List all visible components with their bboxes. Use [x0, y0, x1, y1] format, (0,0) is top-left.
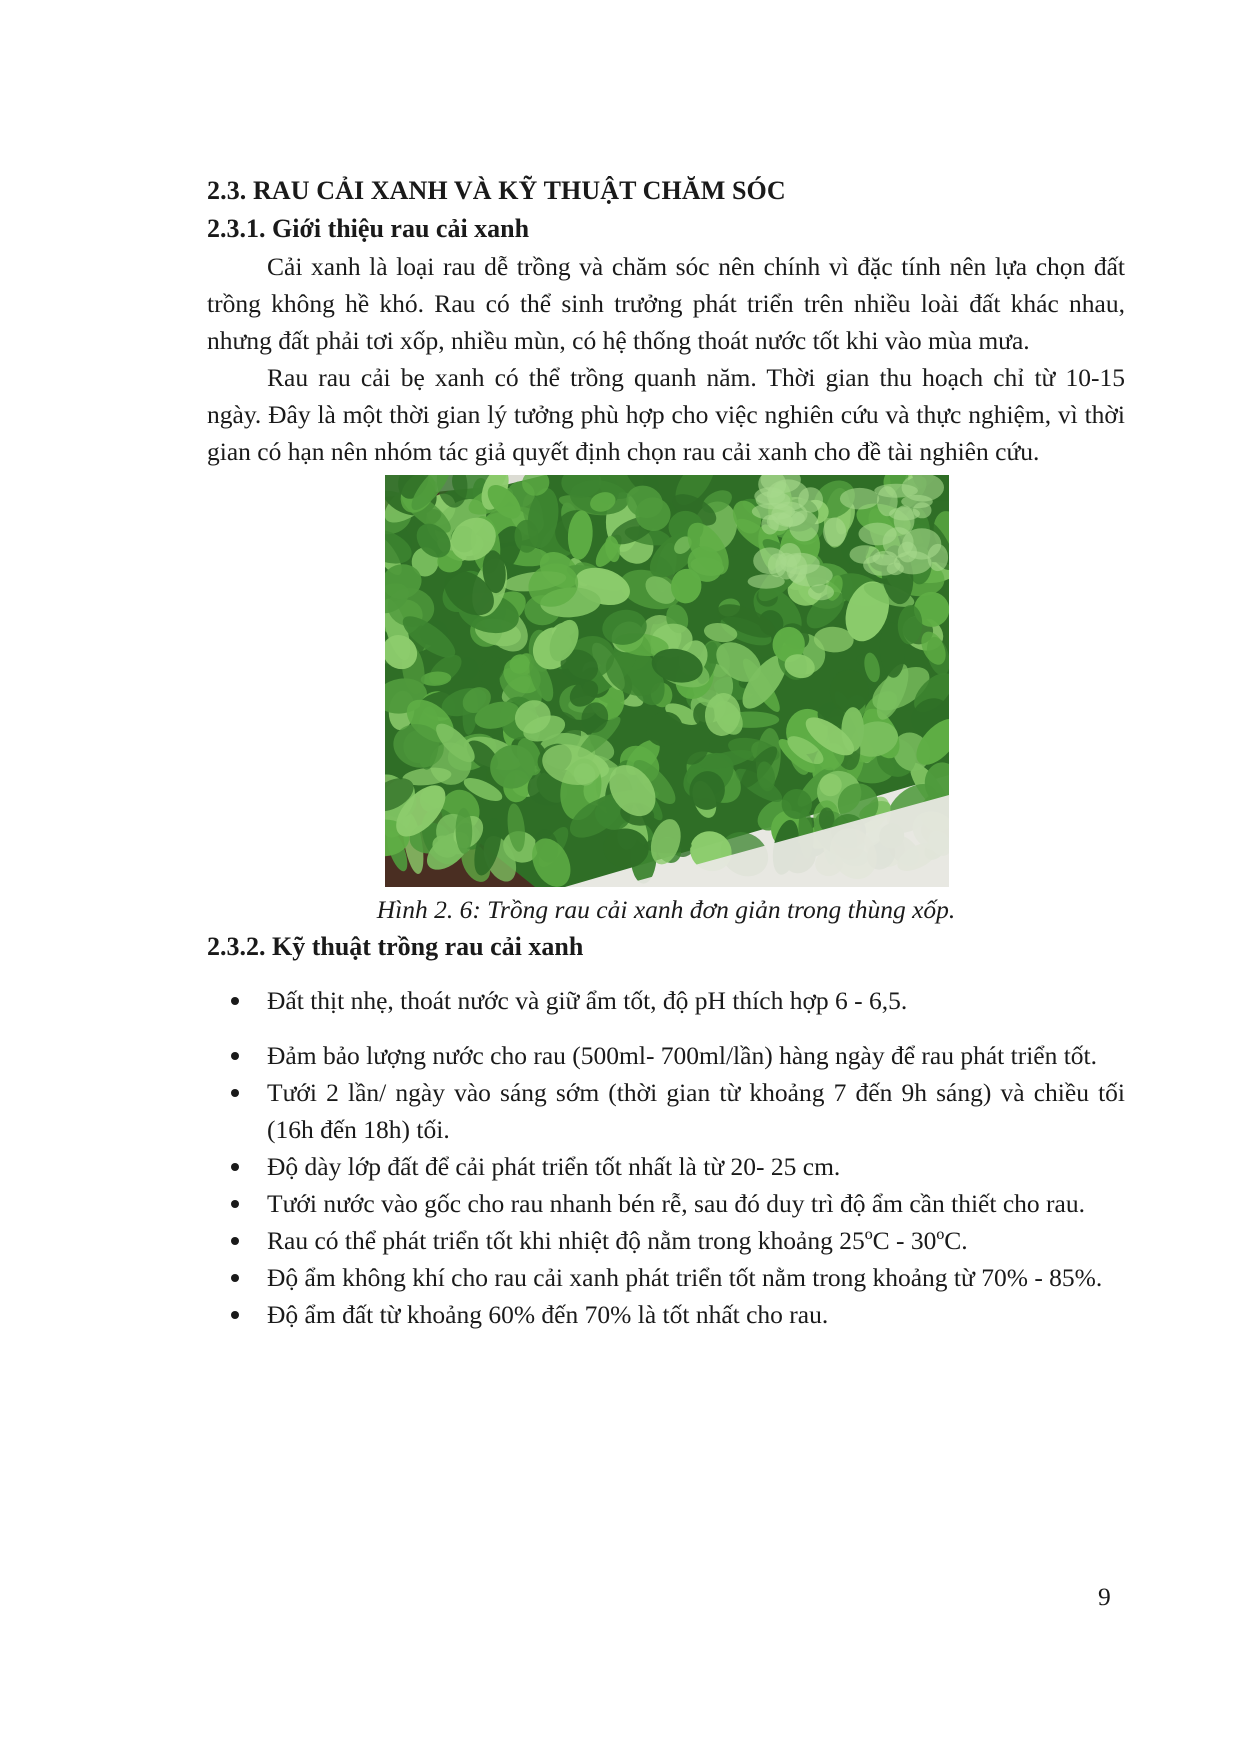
bullet-icon	[231, 1274, 239, 1282]
intro-paragraph-1: Cải xanh là loại rau dễ trồng và chăm sóc nên chính vì đặc tính nên lựa chọn đất trồng không hề khó. Rau có thể sinh trưởng phát triển trên nhiều loài đất khác nhau, nhưng đất phải tơi xốp, nhiều mùn, có hệ thống thoát nước tốt khi vào mùa mưa.	[207, 252, 1125, 355]
section-heading: 2.3. RAU CẢI XANH VÀ KỸ THUẬT CHĂM SÓC	[207, 176, 786, 205]
vegetable-photo-illustration	[385, 475, 949, 887]
list-item	[207, 982, 1125, 1019]
bullet-icon	[231, 1163, 239, 1171]
list-item-text: Rau có thể phát triển tốt khi nhiệt độ nằm trong khoảng 25ºC - 30ºC.	[267, 1226, 968, 1255]
page-content	[207, 172, 1125, 1333]
list-item-text: Tưới 2 lần/ ngày vào sáng sớm (thời gian từ khoảng 7 đến 9h sáng) và chiều tối (16h đến 18h) tối.	[267, 1078, 1125, 1144]
list-item-text: Đảm bảo lượng nước cho rau (500ml- 700ml/lần) hàng ngày để rau phát triển tốt.	[267, 1041, 1098, 1070]
bullet-icon	[231, 1200, 239, 1208]
list-item-text: Đất thịt nhẹ, thoát nước và giữ ẩm tốt, độ pH thích hợp 6 - 6,5.	[267, 986, 908, 1015]
figure-caption: Hình 2. 6: Trồng rau cải xanh đơn giản trong thùng xốp.	[376, 895, 956, 924]
list-item-text: Tưới nước vào gốc cho rau nhanh bén rễ, sau đó duy trì độ ẩm cần thiết cho rau.	[267, 1189, 1085, 1218]
list-item-text: Độ ẩm đất từ khoảng 60% đến 70% là tốt nhất cho rau.	[267, 1300, 829, 1329]
bullet-icon	[231, 1311, 239, 1319]
technique-list	[207, 982, 1125, 1333]
bullet-icon	[231, 1089, 239, 1097]
list-item-text: Độ ẩm không khí cho rau cải xanh phát triển tốt nằm trong khoảng từ 70% - 85%.	[267, 1263, 1103, 1292]
list-item	[207, 1037, 1125, 1074]
figure	[207, 475, 1125, 889]
subsection-heading-technique: 2.3.2. Kỹ thuật trồng rau cải xanh	[207, 932, 584, 961]
list-item	[207, 1222, 1125, 1259]
vegetable-photo	[385, 475, 949, 887]
list-item	[207, 1074, 1125, 1148]
list-item	[207, 1259, 1125, 1296]
list-item	[207, 1148, 1125, 1185]
bullet-icon	[231, 997, 239, 1005]
bullet-icon	[231, 1052, 239, 1060]
list-item	[207, 1296, 1125, 1333]
subsection-heading-intro: 2.3.1. Giới thiệu rau cải xanh	[207, 214, 530, 243]
list-item-text: Độ dày lớp đất để cải phát triển tốt nhất là từ 20- 25 cm.	[267, 1152, 841, 1181]
intro-paragraph-2: Rau rau cải bẹ xanh có thể trồng quanh năm. Thời gian thu hoạch chỉ từ 10-15 ngày. Đây là một thời gian lý tưởng phù hợp cho việc nghiên cứu và thực nghiệm, vì thời gian có hạn nên nhóm tác giả quyết định chọn rau cải xanh cho đề tài nghiên cứu.	[207, 363, 1125, 466]
bullet-icon	[231, 1237, 239, 1245]
list-item	[207, 1185, 1125, 1222]
page-number: 9	[1098, 1582, 1111, 1611]
